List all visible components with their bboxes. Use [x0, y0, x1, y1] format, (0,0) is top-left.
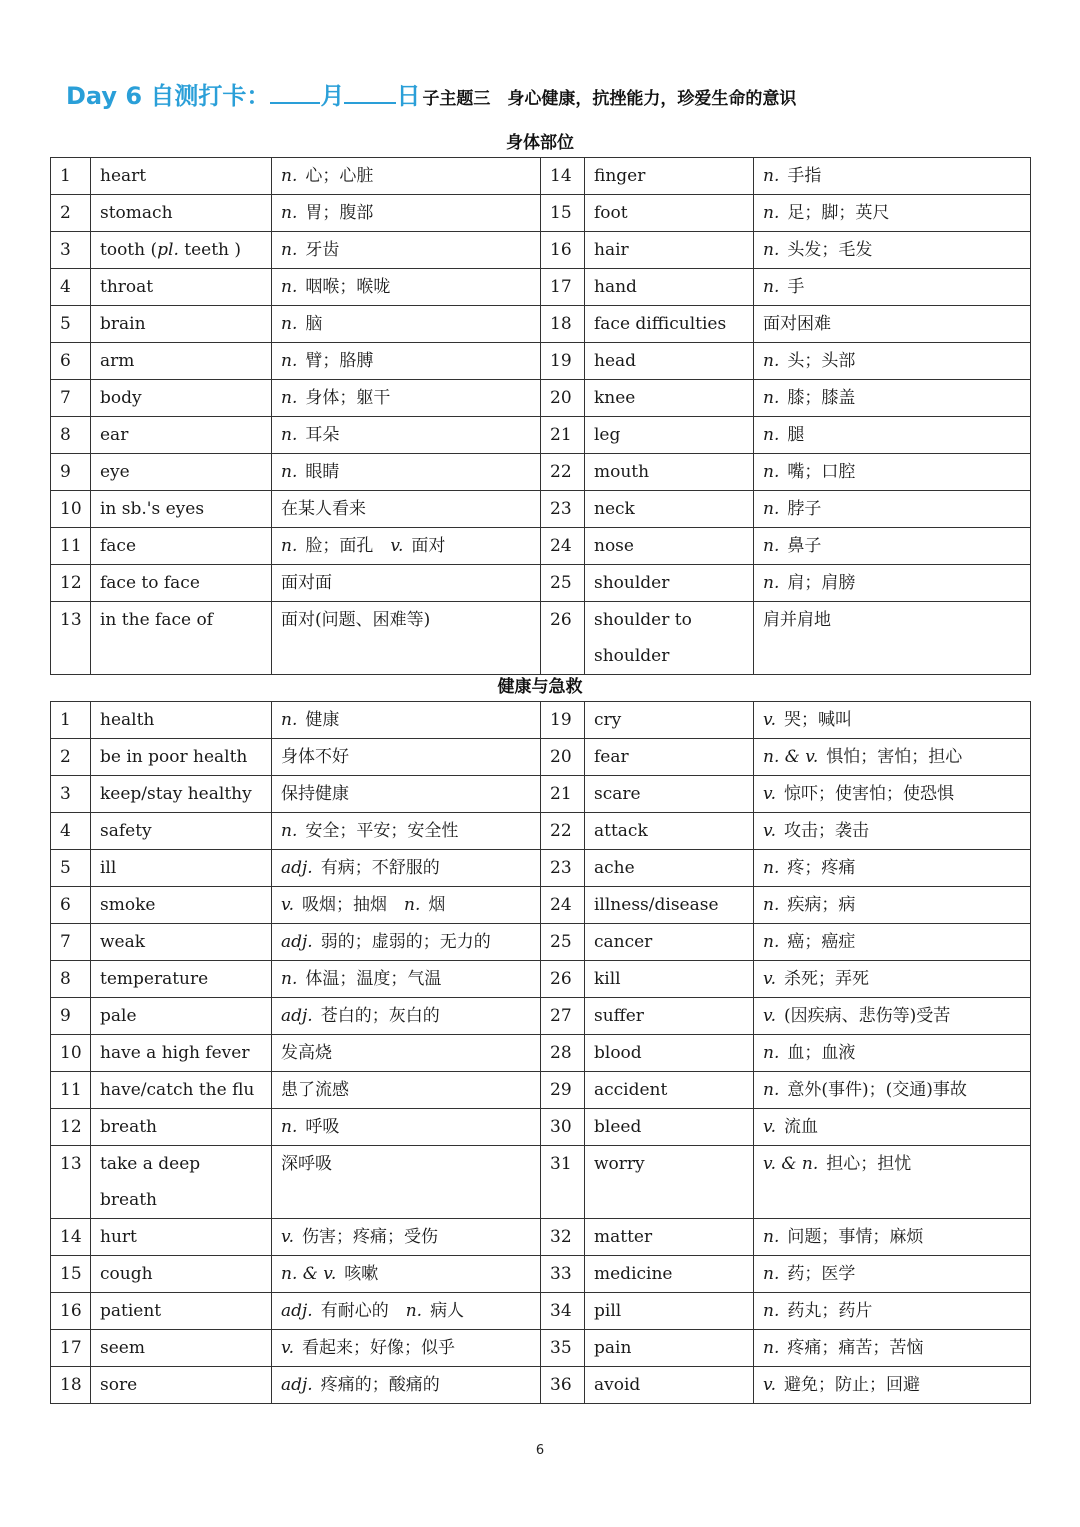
entry-number: 30 — [541, 1109, 585, 1146]
entry-word: foot — [585, 195, 754, 232]
table-row — [51, 887, 1031, 924]
entry-number: 3 — [51, 232, 91, 269]
entry-meaning: v. & n. 担心；担忧 — [754, 1146, 1031, 1219]
entry-word: face to face — [91, 565, 272, 602]
entry-meaning: v. (因疾病、悲伤等)受苦 — [754, 998, 1031, 1035]
entry-word: weak — [91, 924, 272, 961]
vocab-table-body-parts — [50, 157, 1031, 675]
entry-number: 25 — [541, 565, 585, 602]
table-row — [51, 702, 1031, 739]
entry-word: have/catch the flu — [91, 1072, 272, 1109]
entry-word: shoulder to shoulder — [585, 602, 754, 675]
day-label: Day 6 自测打卡： — [66, 82, 271, 110]
entry-number: 19 — [541, 702, 585, 739]
table-row — [51, 739, 1031, 776]
entry-meaning: 面对面 — [272, 565, 541, 602]
entry-word: bleed — [585, 1109, 754, 1146]
entry-number: 27 — [541, 998, 585, 1035]
entry-number: 5 — [51, 306, 91, 343]
entry-meaning: n. 血；血液 — [754, 1035, 1031, 1072]
entry-meaning: n. 腿 — [754, 417, 1031, 454]
table-row — [51, 417, 1031, 454]
entry-number: 22 — [541, 454, 585, 491]
section-title-body-parts: 身体部位 — [506, 133, 574, 153]
entry-meaning: adj. 有病；不舒服的 — [272, 850, 541, 887]
entry-number: 24 — [541, 887, 585, 924]
table-row — [51, 1146, 1031, 1219]
entry-meaning: v. 避免；防止；回避 — [754, 1367, 1031, 1404]
entry-word: cry — [585, 702, 754, 739]
entry-meaning: v. 惊吓；使害怕；使恐惧 — [754, 776, 1031, 813]
entry-number: 28 — [541, 1035, 585, 1072]
entry-number: 26 — [541, 961, 585, 998]
entry-meaning: n. 脖子 — [754, 491, 1031, 528]
entry-meaning: n. 耳朵 — [272, 417, 541, 454]
table-row — [51, 343, 1031, 380]
entry-number: 5 — [51, 850, 91, 887]
entry-word: face difficulties — [585, 306, 754, 343]
entry-meaning: n. 体温；温度；气温 — [272, 961, 541, 998]
table-row — [51, 565, 1031, 602]
entry-meaning: n. 眼睛 — [272, 454, 541, 491]
entry-meaning: n. 心；心脏 — [272, 158, 541, 195]
entry-word: ear — [91, 417, 272, 454]
entry-word: body — [91, 380, 272, 417]
entry-word: mouth — [585, 454, 754, 491]
table-row — [51, 602, 1031, 675]
table-row — [51, 961, 1031, 998]
entry-meaning: n. 疼痛；痛苦；苦恼 — [754, 1330, 1031, 1367]
entry-number: 11 — [51, 528, 91, 565]
entry-word: scare — [585, 776, 754, 813]
entry-number: 7 — [51, 924, 91, 961]
entry-meaning: 深呼吸 — [272, 1146, 541, 1219]
entry-number: 8 — [51, 961, 91, 998]
table-row — [51, 1256, 1031, 1293]
entry-meaning: n. 脸；面孔 v. 面对 — [272, 528, 541, 565]
entry-word: pain — [585, 1330, 754, 1367]
entry-meaning: v. 看起来；好像；似乎 — [272, 1330, 541, 1367]
month-char: 月 — [320, 82, 345, 110]
entry-meaning: n. 安全；平安；安全性 — [272, 813, 541, 850]
entry-number: 8 — [51, 417, 91, 454]
entry-number: 15 — [51, 1256, 91, 1293]
entry-number: 6 — [51, 343, 91, 380]
entry-word: brain — [91, 306, 272, 343]
entry-meaning: adj. 苍白的；灰白的 — [272, 998, 541, 1035]
entry-word: have a high fever — [91, 1035, 272, 1072]
entry-word: matter — [585, 1219, 754, 1256]
entry-word: kill — [585, 961, 754, 998]
entry-word: breath — [91, 1109, 272, 1146]
day-blank — [344, 96, 396, 104]
entry-word: knee — [585, 380, 754, 417]
entry-meaning: v. 吸烟；抽烟 n. 烟 — [272, 887, 541, 924]
entry-number: 10 — [51, 491, 91, 528]
entry-number: 29 — [541, 1072, 585, 1109]
entry-number: 13 — [51, 602, 91, 675]
table-row — [51, 528, 1031, 565]
table-row — [51, 1293, 1031, 1330]
entry-number: 6 — [51, 887, 91, 924]
entry-number: 9 — [51, 998, 91, 1035]
entry-number: 23 — [541, 491, 585, 528]
entry-number: 32 — [541, 1219, 585, 1256]
entry-word: arm — [91, 343, 272, 380]
entry-number: 36 — [541, 1367, 585, 1404]
entry-word: pill — [585, 1293, 754, 1330]
entry-word: accident — [585, 1072, 754, 1109]
day-char: 日 — [396, 82, 421, 110]
page-number: 6 — [535, 1443, 545, 1458]
entry-number: 31 — [541, 1146, 585, 1219]
table-row — [51, 1072, 1031, 1109]
entry-number: 22 — [541, 813, 585, 850]
vocab-table-health — [50, 701, 1031, 1404]
entry-number: 7 — [51, 380, 91, 417]
entry-number: 23 — [541, 850, 585, 887]
entry-word: neck — [585, 491, 754, 528]
table-row — [51, 1330, 1031, 1367]
entry-number: 18 — [541, 306, 585, 343]
entry-word: head — [585, 343, 754, 380]
table-row — [51, 1367, 1031, 1404]
table-row — [51, 306, 1031, 343]
entry-word: tooth (pl. teeth ) — [91, 232, 272, 269]
entry-number: 1 — [51, 158, 91, 195]
entry-number: 4 — [51, 813, 91, 850]
entry-meaning: n. 臂；胳膊 — [272, 343, 541, 380]
entry-number: 33 — [541, 1256, 585, 1293]
entry-meaning: v. 流血 — [754, 1109, 1031, 1146]
entry-number: 14 — [541, 158, 585, 195]
entry-meaning: 面对困难 — [754, 306, 1031, 343]
entry-number: 17 — [541, 269, 585, 306]
entry-word: temperature — [91, 961, 272, 998]
entry-number: 19 — [541, 343, 585, 380]
entry-meaning: n. 头；头部 — [754, 343, 1031, 380]
table-row — [51, 850, 1031, 887]
entry-meaning: n. 手指 — [754, 158, 1031, 195]
entry-word: in the face of — [91, 602, 272, 675]
entry-meaning: 患了流感 — [272, 1072, 541, 1109]
entry-word: seem — [91, 1330, 272, 1367]
entry-meaning: n. & v. 惧怕；害怕；担心 — [754, 739, 1031, 776]
entry-word: nose — [585, 528, 754, 565]
entry-meaning: n. 脑 — [272, 306, 541, 343]
entry-meaning: adj. 疼痛的；酸痛的 — [272, 1367, 541, 1404]
table-row — [51, 813, 1031, 850]
entry-word: sore — [91, 1367, 272, 1404]
entry-number: 14 — [51, 1219, 91, 1256]
entry-word: face — [91, 528, 272, 565]
entry-number: 21 — [541, 776, 585, 813]
table-row — [51, 776, 1031, 813]
entry-meaning: n. 健康 — [272, 702, 541, 739]
entry-meaning: adj. 弱的；虚弱的；无力的 — [272, 924, 541, 961]
entry-word: in sb.'s eyes — [91, 491, 272, 528]
entry-word: take a deep breath — [91, 1146, 272, 1219]
entry-word: hurt — [91, 1219, 272, 1256]
entry-word: attack — [585, 813, 754, 850]
entry-word: blood — [585, 1035, 754, 1072]
entry-word: avoid — [585, 1367, 754, 1404]
entry-number: 26 — [541, 602, 585, 675]
entry-meaning: n. 呼吸 — [272, 1109, 541, 1146]
table-row — [51, 1109, 1031, 1146]
entry-word: keep/stay healthy — [91, 776, 272, 813]
entry-number: 34 — [541, 1293, 585, 1330]
entry-number: 2 — [51, 195, 91, 232]
entry-meaning: n. 身体；躯干 — [272, 380, 541, 417]
entry-word: throat — [91, 269, 272, 306]
entry-meaning: 身体不好 — [272, 739, 541, 776]
table-row — [51, 1035, 1031, 1072]
table-row — [51, 232, 1031, 269]
entry-word: patient — [91, 1293, 272, 1330]
entry-word: fear — [585, 739, 754, 776]
table-row — [51, 380, 1031, 417]
entry-word: be in poor health — [91, 739, 272, 776]
table-row — [51, 195, 1031, 232]
entry-meaning: n. 癌；癌症 — [754, 924, 1031, 961]
entry-meaning: n. 肩；肩膀 — [754, 565, 1031, 602]
entry-word: shoulder — [585, 565, 754, 602]
entry-meaning: n. 胃；腹部 — [272, 195, 541, 232]
entry-meaning: n. 问题；事情；麻烦 — [754, 1219, 1031, 1256]
entry-meaning: n. 头发；毛发 — [754, 232, 1031, 269]
entry-number: 20 — [541, 739, 585, 776]
entry-meaning: n. 牙齿 — [272, 232, 541, 269]
entry-word: heart — [91, 158, 272, 195]
entry-word: pale — [91, 998, 272, 1035]
entry-meaning: 面对(问题、困难等) — [272, 602, 541, 675]
entry-word: safety — [91, 813, 272, 850]
entry-word: cancer — [585, 924, 754, 961]
month-blank — [270, 96, 320, 104]
table-row — [51, 158, 1031, 195]
entry-meaning: 发高烧 — [272, 1035, 541, 1072]
entry-word: medicine — [585, 1256, 754, 1293]
entry-number: 12 — [51, 565, 91, 602]
entry-number: 9 — [51, 454, 91, 491]
entry-word: illness/disease — [585, 887, 754, 924]
entry-word: ache — [585, 850, 754, 887]
entry-meaning: 保持健康 — [272, 776, 541, 813]
entry-word: eye — [91, 454, 272, 491]
entry-word: leg — [585, 417, 754, 454]
entry-meaning: adj. 有耐心的 n. 病人 — [272, 1293, 541, 1330]
entry-meaning: v. 攻击；袭击 — [754, 813, 1031, 850]
entry-meaning: v. 伤害；疼痛；受伤 — [272, 1219, 541, 1256]
entry-meaning: n. 手 — [754, 269, 1031, 306]
entry-meaning: n. 疼；疼痛 — [754, 850, 1031, 887]
entry-word: ill — [91, 850, 272, 887]
entry-number: 16 — [51, 1293, 91, 1330]
entry-number: 17 — [51, 1330, 91, 1367]
entry-number: 3 — [51, 776, 91, 813]
entry-number: 18 — [51, 1367, 91, 1404]
entry-meaning: n. 鼻子 — [754, 528, 1031, 565]
entry-meaning: v. 杀死；弄死 — [754, 961, 1031, 998]
entry-number: 2 — [51, 739, 91, 776]
entry-number: 35 — [541, 1330, 585, 1367]
entry-number: 11 — [51, 1072, 91, 1109]
entry-meaning: n. 疾病；病 — [754, 887, 1031, 924]
entry-word: stomach — [91, 195, 272, 232]
table-row — [51, 1219, 1031, 1256]
entry-meaning: n. 意外(事件)；(交通)事故 — [754, 1072, 1031, 1109]
entry-meaning: 在某人看来 — [272, 491, 541, 528]
entry-number: 24 — [541, 528, 585, 565]
entry-word: suffer — [585, 998, 754, 1035]
entry-word: smoke — [91, 887, 272, 924]
entry-meaning: n. 嘴；口腔 — [754, 454, 1031, 491]
entry-number: 21 — [541, 417, 585, 454]
entry-meaning: n. 咽喉；喉咙 — [272, 269, 541, 306]
table-row — [51, 491, 1031, 528]
entry-number: 16 — [541, 232, 585, 269]
entry-number: 10 — [51, 1035, 91, 1072]
page-header — [66, 76, 796, 116]
entry-meaning: v. 哭；喊叫 — [754, 702, 1031, 739]
entry-word: finger — [585, 158, 754, 195]
entry-meaning: n. & v. 咳嗽 — [272, 1256, 541, 1293]
entry-word: cough — [91, 1256, 272, 1293]
section-title-health: 健康与急救 — [497, 677, 583, 697]
entry-meaning: n. 足；脚；英尺 — [754, 195, 1031, 232]
subtheme-title: 子主题三 身心健康，抗挫能力，珍爱生命的意识 — [422, 89, 797, 109]
entry-number: 20 — [541, 380, 585, 417]
entry-word: health — [91, 702, 272, 739]
entry-meaning: n. 药；医学 — [754, 1256, 1031, 1293]
entry-number: 25 — [541, 924, 585, 961]
entry-number: 4 — [51, 269, 91, 306]
table-row — [51, 269, 1031, 306]
table-row — [51, 998, 1031, 1035]
table-row — [51, 924, 1031, 961]
entry-word: worry — [585, 1146, 754, 1219]
entry-number: 13 — [51, 1146, 91, 1219]
entry-number: 1 — [51, 702, 91, 739]
table-row — [51, 454, 1031, 491]
entry-meaning: n. 膝；膝盖 — [754, 380, 1031, 417]
entry-number: 12 — [51, 1109, 91, 1146]
entry-meaning: 肩并肩地 — [754, 602, 1031, 675]
entry-number: 15 — [541, 195, 585, 232]
entry-word: hand — [585, 269, 754, 306]
entry-meaning: n. 药丸；药片 — [754, 1293, 1031, 1330]
entry-word: hair — [585, 232, 754, 269]
